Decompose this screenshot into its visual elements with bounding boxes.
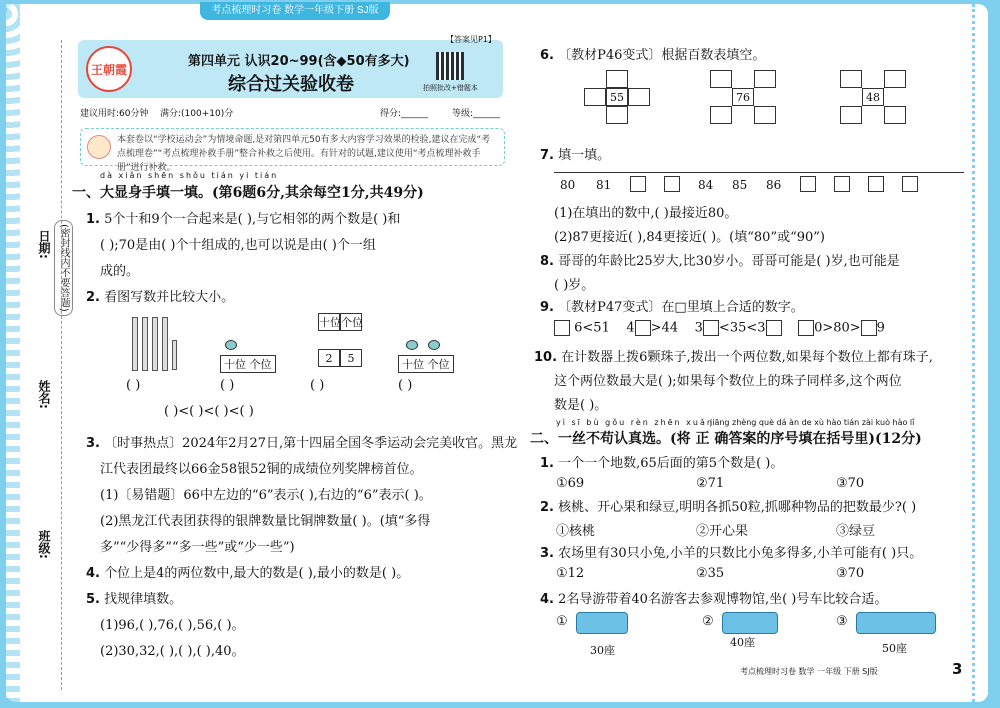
c1 xyxy=(540,452,783,471)
class-label: 班级: xyxy=(37,530,51,559)
ones-header: 个位 xyxy=(340,313,362,331)
q2-text: 看图写数并比较大小。 xyxy=(104,290,235,305)
tens-header: 十位 xyxy=(318,313,340,331)
q9-items xyxy=(554,320,885,336)
intro-note xyxy=(80,128,505,173)
c3-text: 农场里有30只小兔,小羊的只数比小兔多得多,小羊可能有( )只。 xyxy=(558,546,923,561)
section2-pinyin: yì sī bù gǒu rèn zhēn xuǎn xyxy=(556,418,714,427)
q5 xyxy=(86,588,182,607)
q8-line1: 哥哥的年龄比25岁大,比30岁小。哥哥可能是( )岁,也可能是 xyxy=(558,254,900,269)
q6 xyxy=(540,44,765,63)
q-number: 3. xyxy=(86,436,100,451)
q9-text: 〔教材P47变式〕在□里填上合适的数字。 xyxy=(558,300,804,315)
q1-line2: ( );70是由( )个十组成的,也可以说是由( )个一组 xyxy=(100,238,376,253)
q9-b: 4 xyxy=(626,320,635,336)
q5-line2: (2)30,32,( ),( ),( ),40。 xyxy=(100,644,245,659)
bus-icon xyxy=(576,612,628,634)
abacus-bead xyxy=(406,340,418,350)
answer-box[interactable] xyxy=(703,320,719,336)
tick-box[interactable] xyxy=(868,176,884,192)
c2-opt3[interactable]: ③绿豆 xyxy=(836,524,876,539)
q8-line2: ( )岁。 xyxy=(554,278,595,293)
section2-pinyin2: jiāng zhèng què dá àn de xù hào tián zài kuò hào lǐ xyxy=(710,418,915,427)
c2-text: 核桃、开心果和绿豆,明明各抓50粒,抓哪种物品的把数最少?( ) xyxy=(558,500,917,515)
c4-opt3[interactable]: ③ xyxy=(836,614,848,629)
title-box xyxy=(78,35,503,98)
tick-box[interactable] xyxy=(630,176,646,192)
left-wave-border xyxy=(6,4,20,702)
seal-warning: (密封线内不要答题) xyxy=(54,220,73,316)
c2 xyxy=(540,496,916,515)
section2-title: 二、一丝不苟认真选。(将 正 确答案的序号填在括号里)(12分) xyxy=(530,431,922,447)
q9-d2: 9 xyxy=(876,320,885,336)
q9-b2: >44 xyxy=(650,320,679,336)
c4-opt1[interactable]: ① xyxy=(556,614,568,629)
c2-opt1[interactable]: ①核桃 xyxy=(556,524,596,539)
note-text: 本套卷以“学校运动会”为情境命题,是对第四单元50有多大内容学习效果的检验,建议在完成“考点梳理卷”“考点梳理补救手册”整合补救之后使用。有针对的试题,建议使用“考点梳理补救手册”进行补救。 xyxy=(117,135,491,173)
tick-84: 84 xyxy=(698,178,714,192)
q2-compare[interactable]: ( )<( )<( )<( ) xyxy=(164,404,254,419)
c3-opt3[interactable]: ③70 xyxy=(836,566,865,581)
full-score: 满分:(100+10)分 xyxy=(160,109,234,119)
q-number: 3. xyxy=(540,546,554,561)
c1-opt2[interactable]: ②71 xyxy=(696,476,725,491)
bus1-seats: 30座 xyxy=(590,644,615,657)
q-number: 5. xyxy=(86,592,100,607)
date-label: 日期: xyxy=(37,230,51,259)
qr-code-icon[interactable] xyxy=(436,52,464,80)
q7-text: 填一填。 xyxy=(558,148,611,163)
tick-box[interactable] xyxy=(834,176,850,192)
unit-title: 第四单元 认识20~99(含◆50有多大) xyxy=(188,54,410,69)
answer-box[interactable] xyxy=(635,320,651,336)
cell-48: 48 xyxy=(862,88,884,106)
name-label: 姓名: xyxy=(37,380,51,409)
q5-line1: (1)96,( ),76,( ),56,( )。 xyxy=(100,618,245,633)
q-number: 4. xyxy=(540,592,554,607)
binding-strip xyxy=(20,200,69,660)
q3-line3: (1)〔易错题〕66中左边的“6”表示( ),右边的“6”表示( )。 xyxy=(100,488,432,503)
q-number: 9. xyxy=(540,300,554,315)
q7 xyxy=(540,144,610,163)
tick-box[interactable] xyxy=(664,176,680,192)
answer-box[interactable] xyxy=(766,320,782,336)
q6-text: 〔教材P46变式〕根据百数表填空。 xyxy=(558,48,766,63)
q1-line3: 成的。 xyxy=(100,264,140,279)
abacus-2: 十位 个位 xyxy=(398,355,454,373)
abacus-bead xyxy=(428,340,440,350)
q2 xyxy=(86,286,234,305)
bus3-seats: 50座 xyxy=(882,642,907,655)
c3-opt1[interactable]: ①12 xyxy=(556,566,585,581)
c4-opt2[interactable]: ② xyxy=(702,614,714,629)
tens-digit: 2 xyxy=(318,349,340,367)
page-number: 3 xyxy=(952,660,963,678)
q-number: 4. xyxy=(86,566,100,581)
score-field[interactable]: 得分:______ xyxy=(380,109,429,119)
ones-digit: 5 xyxy=(340,349,362,367)
tick-86: 86 xyxy=(766,178,782,192)
c2-opt2[interactable]: ②开心果 xyxy=(696,524,749,539)
c3-opt2[interactable]: ②35 xyxy=(696,566,725,581)
c4-text: 2名导游带着40名游客去参观博物馆,坐( )号车比较合适。 xyxy=(558,592,888,607)
right-border xyxy=(972,4,986,702)
q1-line1: 5个十和9个一合起来是( ),与它相邻的两个数是( )和 xyxy=(104,212,401,227)
logo: 王朝霞 xyxy=(86,46,132,92)
mascot-icon xyxy=(87,135,111,159)
footer-text: 考点梳理时习卷 数学 一年级 下册 SJ版 xyxy=(740,667,878,676)
q3-line1: 〔时事热点〕2024年2月27日,第十四届全国冬季运动会完美收官。黑龙 xyxy=(104,436,518,451)
q10-line1: 在计数器上拨6颗珠子,拨出一个两位数,如果每个数位上都有珠子, xyxy=(561,350,933,365)
q7-line2: (2)87更接近( ),84更接近( )。(填“80”或“90”) xyxy=(554,230,825,245)
q-number: 10. xyxy=(534,350,558,365)
tick-85: 85 xyxy=(732,178,748,192)
q9 xyxy=(540,296,804,315)
q2-blank-4[interactable]: ( ) xyxy=(398,378,413,393)
q3-line4: (2)黑龙江代表团获得的银牌数量比铜牌数量( )。(填“多得 xyxy=(100,514,431,529)
q2-blank-1[interactable]: ( ) xyxy=(126,378,141,393)
q8 xyxy=(540,250,900,269)
ten-stick xyxy=(132,317,138,371)
section1-pinyin: dà xiǎn shēn shǒu tián yi tián xyxy=(100,171,279,180)
page-title: 综合过关验收卷 xyxy=(228,74,354,95)
header-banner: 考点梳理时习卷 数学一年级下册 SJ版 xyxy=(200,2,390,20)
q-number: 1. xyxy=(540,456,554,471)
section1-title: 一、大显身手填一填。(第6题6分,其余每空1分,共49分) xyxy=(72,185,424,201)
answer-ref: 【答案见P1】 xyxy=(446,35,496,44)
q-number: 7. xyxy=(540,148,554,163)
q3 xyxy=(86,432,517,451)
q1 xyxy=(86,208,400,227)
number-line xyxy=(554,172,964,173)
ten-stick xyxy=(162,317,168,371)
q10-line3: 数是( )。 xyxy=(554,398,608,413)
c1-opt1[interactable]: ①69 xyxy=(556,476,585,491)
c1-opt3[interactable]: ③70 xyxy=(836,476,865,491)
c1-text: 一个一个地数,65后面的第5个数是( )。 xyxy=(558,456,784,471)
time-limit: 建议用时:60分钟 xyxy=(80,109,149,119)
qr-caption: 拍照批改+错题本 xyxy=(423,84,478,92)
q4 xyxy=(86,562,409,581)
q2-blank-3[interactable]: ( ) xyxy=(310,378,325,393)
q4-text: 个位上是4的两位数中,最大的数是( ),最小的数是( )。 xyxy=(104,566,410,581)
bus2-seats: 40座 xyxy=(730,636,755,649)
answer-box[interactable] xyxy=(798,320,814,336)
tick-80: 80 xyxy=(560,178,576,192)
q9-a: 6<51 xyxy=(574,320,610,336)
q-number: 1. xyxy=(86,212,100,227)
q-number: 8. xyxy=(540,254,554,269)
q3-line2: 江代表团最终以66金58银52铜的成绩位列奖牌榜首位。 xyxy=(100,462,423,477)
seal-line xyxy=(61,40,62,690)
c3 xyxy=(540,542,922,561)
answer-box[interactable] xyxy=(554,320,570,336)
q5-text: 找规律填数。 xyxy=(104,592,183,607)
c4 xyxy=(540,588,887,607)
q2-blank-2[interactable]: ( ) xyxy=(220,378,235,393)
q3-line5: 多”“少得多”“多一些”或“少一些”) xyxy=(100,540,295,555)
unit-cubes xyxy=(172,340,177,370)
cell-55: 55 xyxy=(606,88,628,106)
q7-line1: (1)在填出的数中,( )最接近80。 xyxy=(554,206,738,221)
level-field[interactable]: 等级:______ xyxy=(452,109,501,119)
q10 xyxy=(534,346,933,365)
tick-box[interactable] xyxy=(902,176,918,192)
q9-c2: <35<3 xyxy=(718,320,766,336)
abacus-bead xyxy=(225,340,237,350)
q-number: 2. xyxy=(540,500,554,515)
q-number: 6. xyxy=(540,48,554,63)
bus-icon xyxy=(856,612,936,634)
q10-line2: 这个两位数最大是( );如果每个数位上的珠子同样多,这个两位 xyxy=(554,374,902,389)
q-number: 2. xyxy=(86,290,100,305)
ten-stick xyxy=(152,317,158,371)
cell-76: 76 xyxy=(732,88,754,106)
ten-stick xyxy=(142,317,148,371)
abacus-1: 十位 个位 xyxy=(220,355,276,373)
bus-icon xyxy=(722,612,778,634)
answer-box[interactable] xyxy=(861,320,877,336)
q9-c: 3 xyxy=(694,320,703,336)
tick-81: 81 xyxy=(596,178,612,192)
tick-box[interactable] xyxy=(800,176,816,192)
q9-d: 0>80> xyxy=(814,320,861,336)
